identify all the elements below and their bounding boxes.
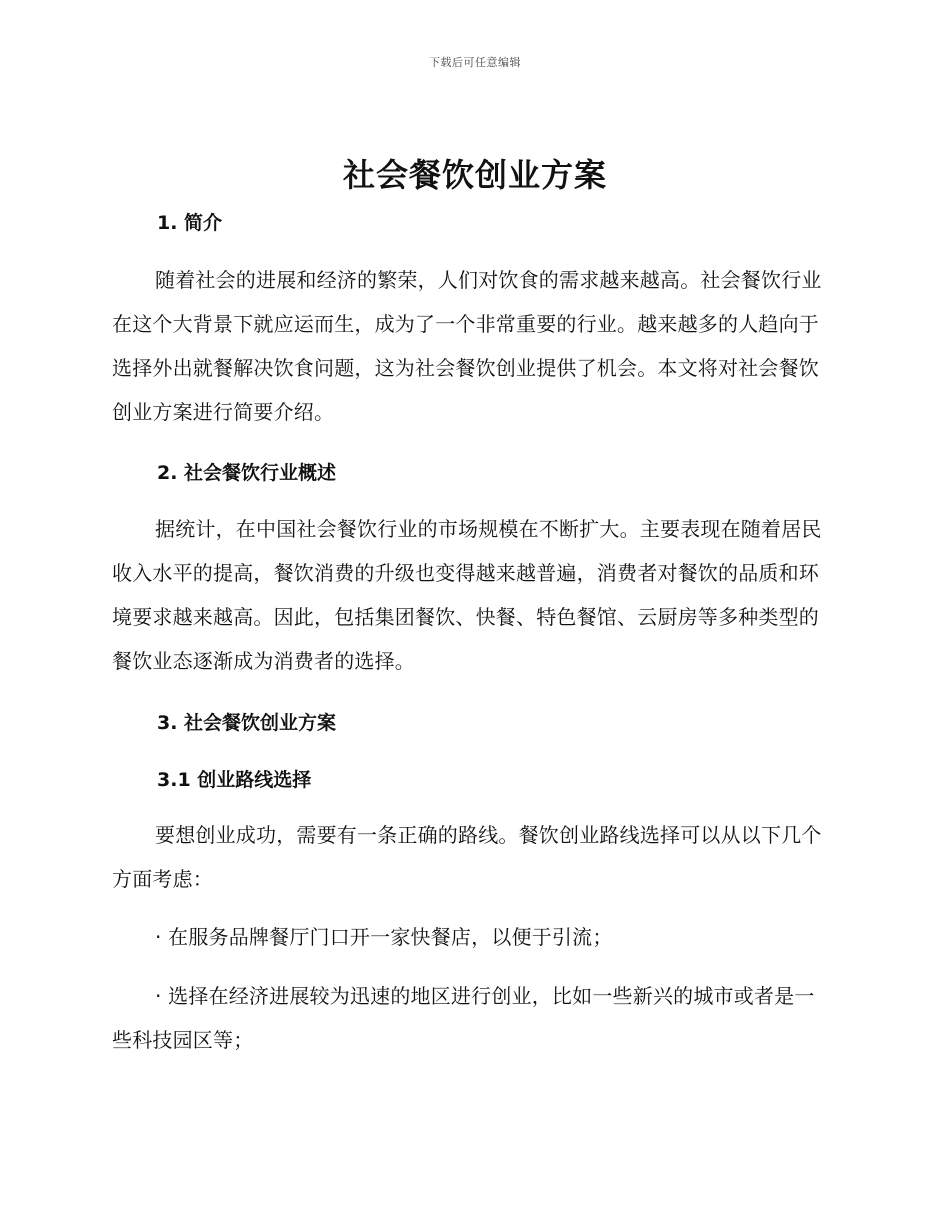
bullet-item-2: · 选择在经济进展较为迅速的地区进行创业，比如一些新兴的城市或者是一些科技园区等； xyxy=(112,984,815,1052)
section-heading-overview: 2. 社会餐饮行业概述 xyxy=(157,462,337,484)
section-paragraph-overview: 据统计，在中国社会餐饮行业的市场规模在不断扩大。主要表现在随着居民收入水平的提高，餐饮消费的升级也变得越来越普遍，消费者对餐饮的品质和环境要求越来越高。因此，包括集团餐饮、快餐、特色餐馆、云厨房等多种类型的餐饮业态逐渐成为消费者的选择。 xyxy=(112,517,822,673)
header-note: 下载后可任意编辑 xyxy=(429,56,521,69)
document-title: 社会餐饮创业方案 xyxy=(342,156,607,194)
section-heading-route: 3.1 创业路线选择 xyxy=(157,769,312,791)
bullet-item-1: · 在服务品牌餐厅门口开一家快餐店，以便于引流； xyxy=(155,925,613,949)
section-paragraph-intro: 随着社会的进展和经济的繁荣，人们对饮食的需求越来越高。社会餐饮行业在这个大背景下就应运而生，成为了一个非常重要的行业。越来越多的人趋向于选择外出就餐解决饮食问题，这为社会餐饮创业提供了机会。本文将对社会餐饮创业方案进行简要介绍。 xyxy=(112,268,822,424)
section-heading-intro: 1. 简介 xyxy=(157,212,223,234)
section-paragraph-route: 要想创业成功，需要有一条正确的路线。餐饮创业路线选择可以从以下几个方面考虑： xyxy=(112,823,822,891)
section-heading-plan: 3. 社会餐饮创业方案 xyxy=(157,712,337,734)
